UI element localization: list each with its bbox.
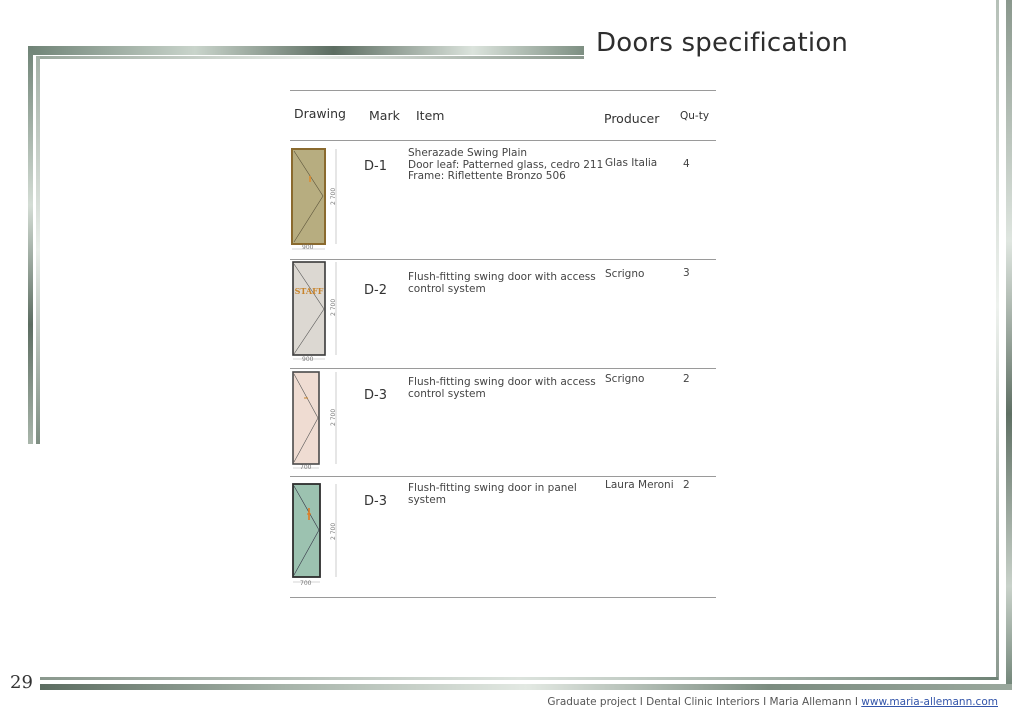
frame-border-right-inner [996, 0, 999, 680]
item-line: control system [408, 387, 486, 400]
footer [547, 696, 998, 708]
item-line: Flush-fitting swing door with access [408, 271, 596, 283]
item-line: Sherazade Swing Plain [408, 147, 528, 159]
door-panel [292, 149, 325, 244]
door-panel [293, 372, 319, 464]
page-number: 29 [10, 672, 33, 693]
header-producer: Producer [604, 111, 660, 126]
item-line: Flush-fitting swing door in panel [408, 482, 577, 494]
frame-border-left [28, 46, 33, 444]
row-divider [290, 259, 716, 260]
item-line: Door leaf: Patterned glass, cedro 211 [408, 158, 604, 171]
frame-border-bottom-inner [40, 677, 998, 680]
width-dimension: 700 [300, 464, 312, 471]
row-divider [290, 476, 716, 477]
header-qty: Qu-ty [680, 110, 710, 122]
page-title: Doors specification [596, 28, 849, 58]
row-item [408, 148, 608, 183]
door-sign: STAFF [294, 286, 324, 296]
door-panel [293, 262, 325, 355]
row-producer: Glas Italia [605, 157, 658, 169]
frame-border-top-inner [38, 56, 584, 59]
row-divider [290, 368, 716, 369]
table-bottom-rule [290, 597, 716, 598]
row-qty: 2 [683, 373, 690, 385]
row-qty: 4 [683, 158, 690, 170]
height-dimension: 2 700 [330, 187, 337, 205]
item-line: control system [408, 282, 486, 295]
header-drawing: Drawing [294, 106, 346, 121]
row-item [408, 272, 603, 295]
row-mark: D-2 [364, 283, 387, 298]
width-dimension: 700 [300, 580, 312, 587]
row-qty: 3 [683, 267, 690, 279]
frame-border-top [28, 46, 584, 55]
frame-border-bottom [40, 684, 1012, 690]
footer-website-link[interactable]: www.maria-allemann.com [861, 696, 998, 708]
row-producer: Scrigno [605, 373, 645, 385]
row-mark: D-3 [364, 494, 387, 509]
item-line: Frame: Riflettente Bronzo 506 [408, 170, 566, 182]
frame-border-left-inner [36, 56, 40, 444]
item-line: system [408, 493, 446, 506]
row-qty: 2 [683, 479, 690, 491]
height-dimension: 2 700 [330, 298, 337, 316]
row-producer: Scrigno [605, 268, 645, 280]
height-dimension: 2 700 [330, 408, 337, 426]
row-mark: D-1 [364, 159, 387, 174]
item-line: Flush-fitting swing door with access [408, 376, 596, 388]
door-panel [293, 484, 320, 577]
header-item: Item [416, 108, 445, 123]
row-producer: Laura Meroni [605, 479, 674, 491]
width-dimension: 900 [302, 356, 314, 363]
table-top-rule [290, 90, 716, 91]
width-dimension: 900 [302, 244, 314, 251]
row-item [408, 377, 603, 400]
row-item [408, 483, 603, 506]
height-dimension: 2 700 [330, 522, 337, 540]
frame-border-right [1006, 0, 1012, 690]
header-mark: Mark [369, 108, 400, 123]
row-mark: D-3 [364, 388, 387, 403]
footer-text: Graduate project I Dental Clinic Interiors I Maria Allemann I [547, 696, 858, 708]
table-header-rule [290, 140, 716, 141]
